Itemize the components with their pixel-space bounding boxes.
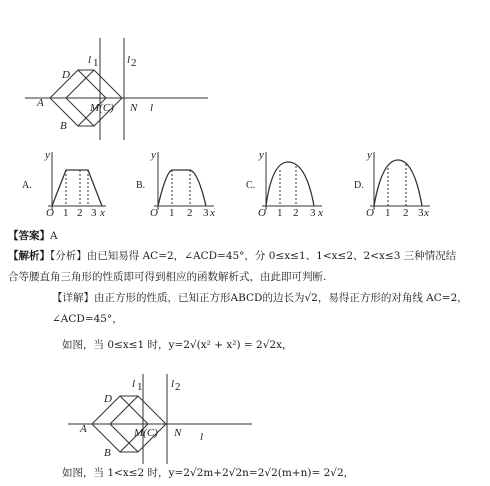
graph-d-tick1: 1 xyxy=(385,207,391,219)
top-label-l2-sub: 2 xyxy=(131,57,137,69)
top-label-N: N xyxy=(130,102,138,114)
bottom-label-A: A xyxy=(80,423,87,435)
option-c-letter: C. xyxy=(246,180,256,191)
analysis-line-2: 合等腰直角三角形的性质即可得到相应的函数解析式，由此即可判断. xyxy=(8,271,327,283)
graph-d-x: x xyxy=(424,207,429,219)
option-a-letter: A. xyxy=(22,180,32,191)
graph-b-x: x xyxy=(210,207,215,219)
detail-tag: 【详解】 xyxy=(52,292,94,304)
graph-b-y: y xyxy=(151,149,156,161)
graph-d-tick2: 2 xyxy=(403,207,409,219)
graph-a-tick1: 1 xyxy=(63,207,69,219)
detail-line-4: 如图，当 1<x≤2 时，y=2√2m+2√2n=2√2(m+n)= 2√2， xyxy=(62,467,355,479)
detail-text-1: 由正方形的性质，已知正方形ABCD的边长为√2，易得正方形的对角线 AC=2， xyxy=(94,292,468,304)
graph-b-tick3: 3 xyxy=(203,207,209,219)
graph-c-x: x xyxy=(318,207,323,219)
bottom-label-N: N xyxy=(174,427,182,439)
bottom-label-l1: l xyxy=(132,378,136,390)
detail-line-3: 如图，当 0≤x≤1 时，y=2√(x² + x²) = 2√2x， xyxy=(62,339,293,351)
top-label-l2: l xyxy=(127,54,131,66)
graph-d xyxy=(366,150,446,220)
top-figure-lines xyxy=(25,38,208,140)
graph-a-y: y xyxy=(45,149,50,161)
graph-a-x: x xyxy=(100,207,105,219)
graph-b-O: O xyxy=(150,207,158,219)
graph-c-tick3: 3 xyxy=(310,207,316,219)
graph-d-tick3: 3 xyxy=(418,207,424,219)
bottom-label-l: l xyxy=(200,431,204,443)
answer-line xyxy=(8,229,58,243)
bottom-label-B: B xyxy=(104,447,111,459)
analysis-tag: 【解析】 xyxy=(8,250,50,262)
top-label-l1-sub: 1 xyxy=(93,57,99,69)
graph-a-O: O xyxy=(46,207,54,219)
graph-b xyxy=(150,150,230,220)
bottom-figure xyxy=(0,360,490,470)
top-figure xyxy=(0,0,490,150)
detail-line-2: ∠ACD=45°， xyxy=(52,313,123,325)
top-label-B: B xyxy=(60,120,67,132)
fenxi-tag: 【分析】 xyxy=(50,250,87,262)
graph-d-O: O xyxy=(366,207,374,219)
answer-tag: 【答案】 xyxy=(8,230,50,242)
bottom-label-l1-sub: 1 xyxy=(137,381,143,393)
bottom-label-MC: M(C) xyxy=(134,427,158,439)
graph-d-y: y xyxy=(367,149,372,161)
bottom-label-l2: l xyxy=(171,378,175,390)
top-label-l1: l xyxy=(88,54,92,66)
graph-a-tick2: 2 xyxy=(77,207,83,219)
bottom-label-l2-sub: 2 xyxy=(175,381,181,393)
graph-c-y: y xyxy=(259,149,264,161)
graph-b-tick2: 2 xyxy=(187,207,193,219)
top-label-l: l xyxy=(150,102,154,114)
graph-c-O: O xyxy=(258,207,266,219)
top-label-A: A xyxy=(37,97,44,109)
analysis-text-1: 由已知易得 AC=2，∠ACD=45°，分 0≤x≤1、1<x≤2、2<x≤3 三种情况结 xyxy=(86,250,457,262)
answer-value: A xyxy=(50,230,58,242)
graph-a xyxy=(44,150,124,220)
analysis-line-1 xyxy=(8,249,456,263)
graph-c-tick1: 1 xyxy=(277,207,283,219)
top-label-D: D xyxy=(62,69,70,81)
graph-c xyxy=(258,150,338,220)
option-d-letter: D. xyxy=(354,180,364,191)
top-label-MC: M(C) xyxy=(90,102,114,114)
graph-b-tick1: 1 xyxy=(169,207,175,219)
detail-line-1 xyxy=(52,291,468,305)
graph-c-tick2: 2 xyxy=(293,207,299,219)
bottom-label-D: D xyxy=(104,393,112,405)
option-b-letter: B. xyxy=(136,180,146,191)
graph-a-tick3: 3 xyxy=(91,207,97,219)
